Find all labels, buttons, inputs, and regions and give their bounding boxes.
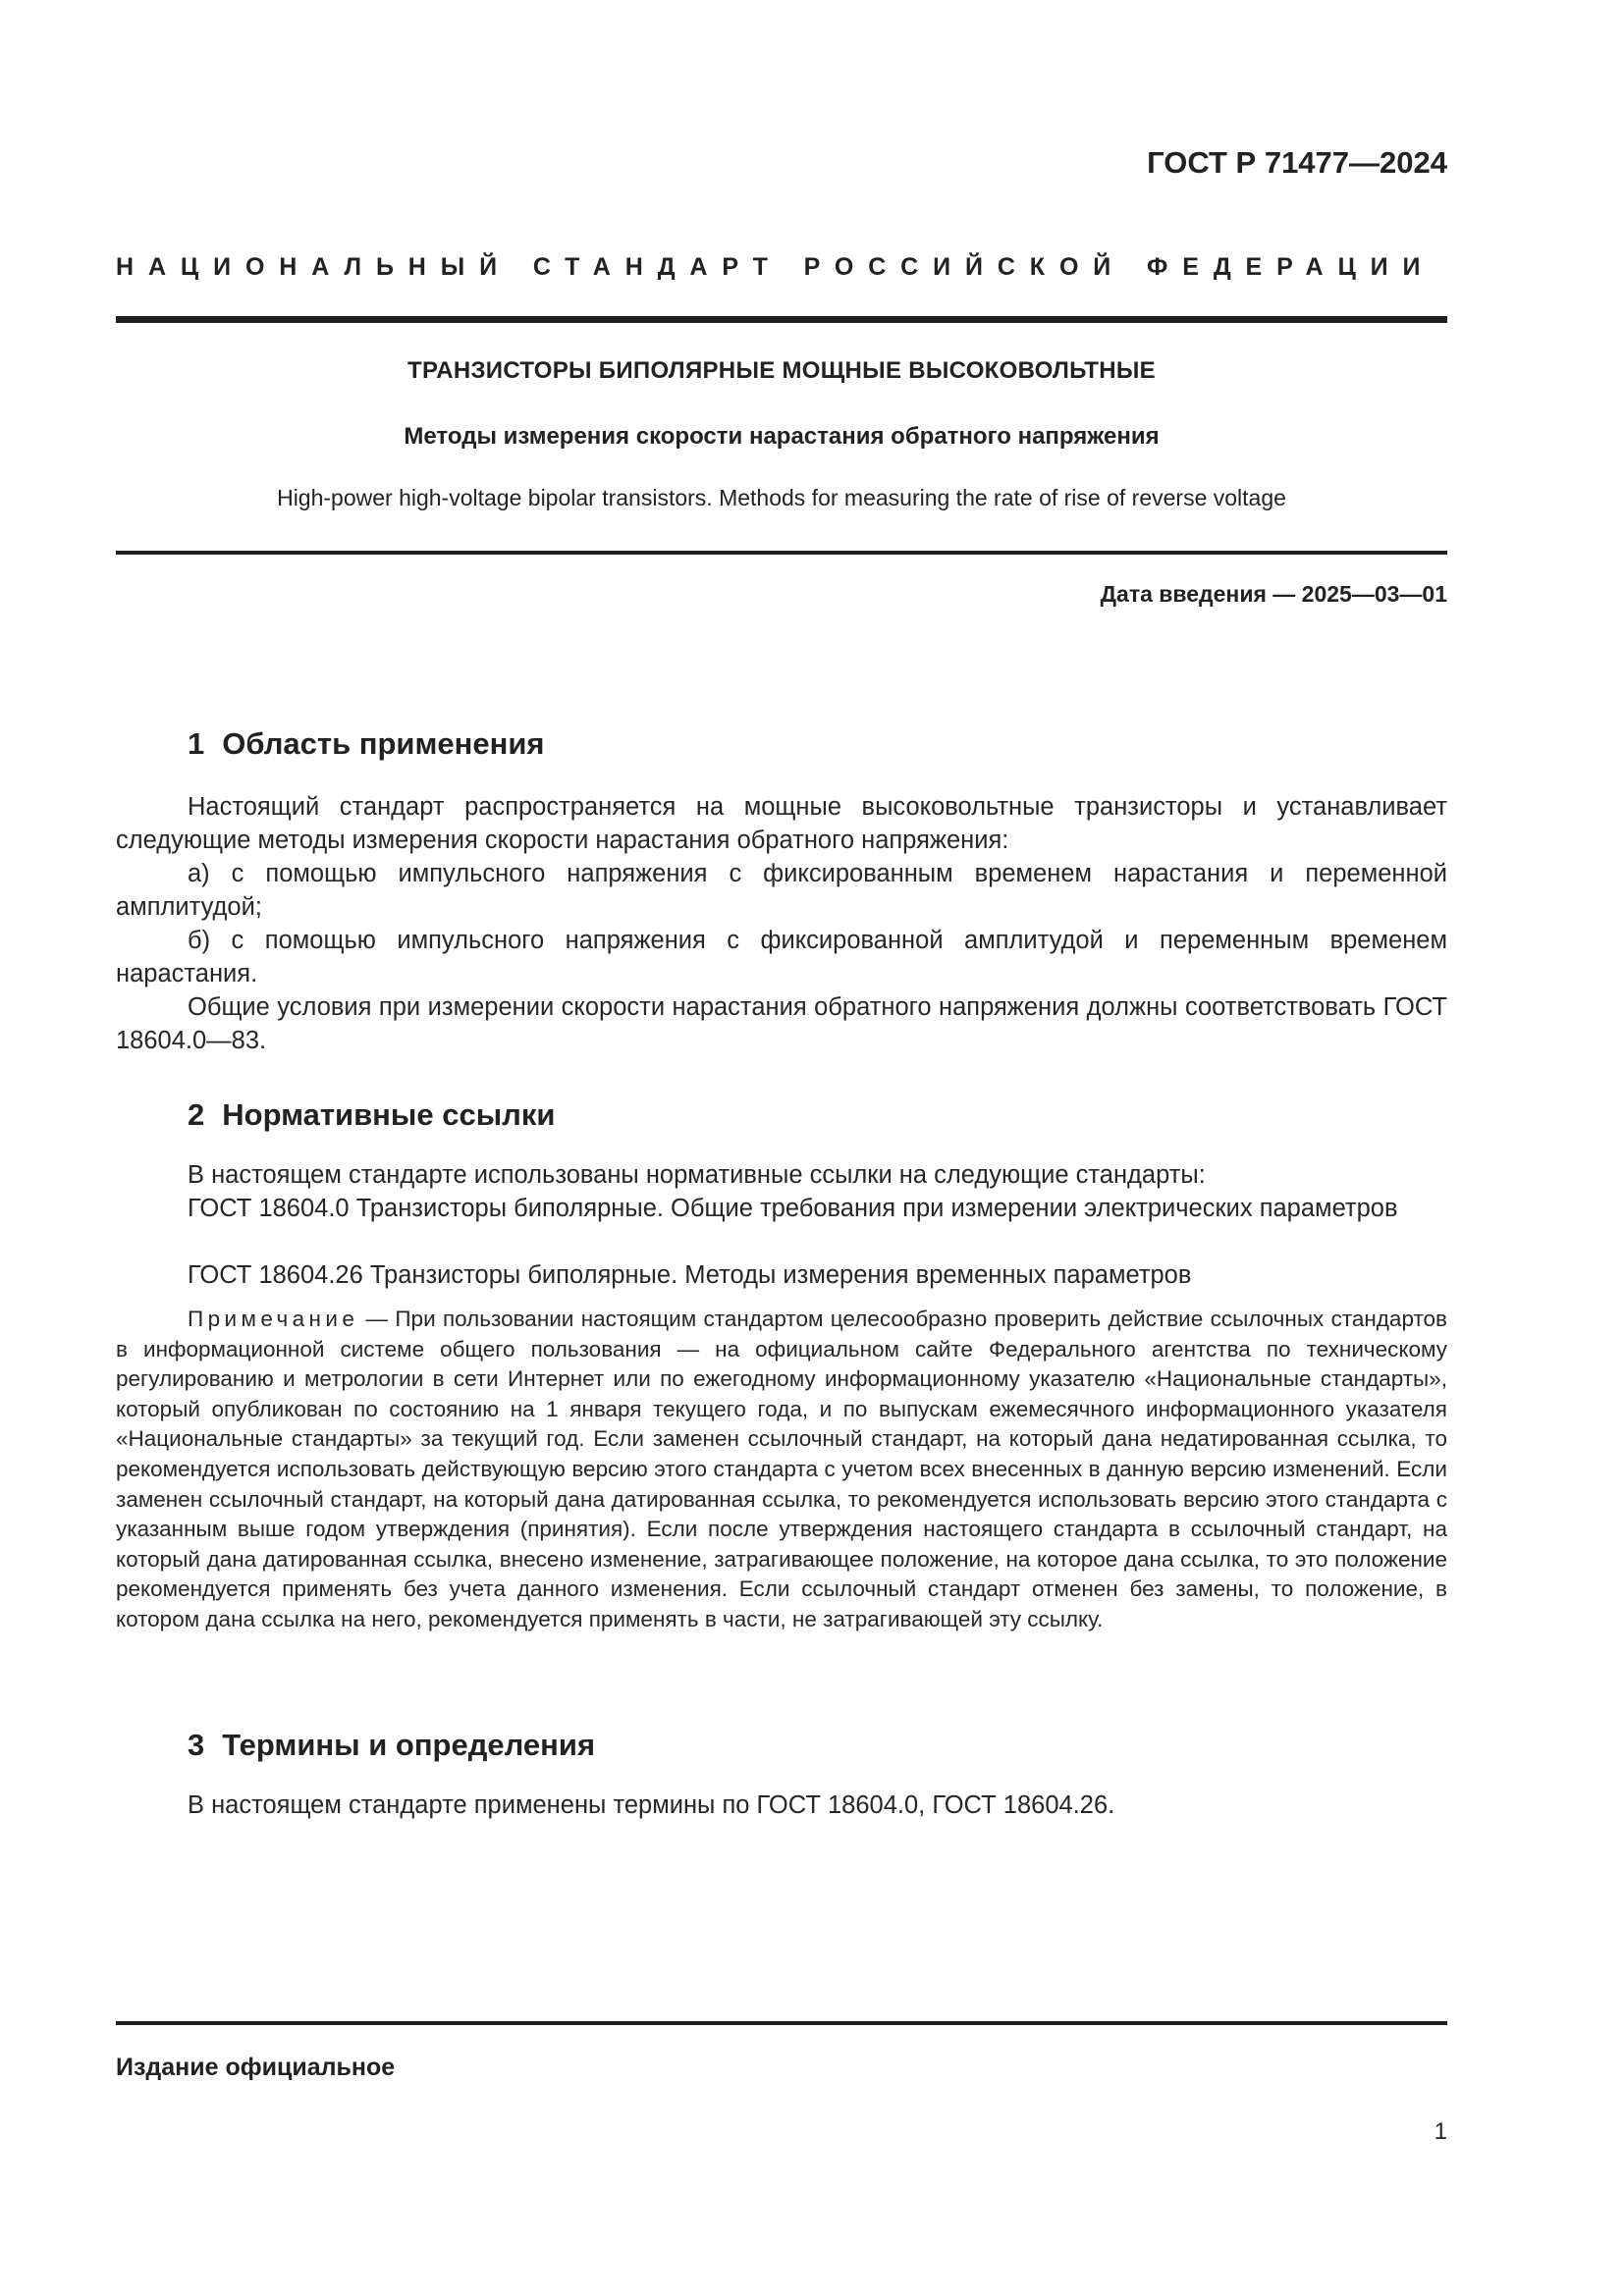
section-2-heading: [188, 1097, 555, 1133]
section-number: 2: [188, 1097, 205, 1132]
paragraph: В настоящем стандарте использованы нормативные ссылки на следующие стандарты:: [188, 1161, 1206, 1189]
section-number: 3: [188, 1728, 205, 1762]
section-title: Нормативные ссылки: [222, 1097, 556, 1132]
english-title: High-power high-voltage bipolar transistors. Methods for measuring the rate of rise of reverse voltage: [277, 485, 1286, 510]
document-code: ГОСТ Р 71477—2024: [1147, 145, 1447, 180]
page-number: 1: [1434, 2118, 1447, 2145]
paragraph: Общие условия при измерении скорости нарастания обратного напряжения должны соответствовать ГОСТ 18604.0—83.: [116, 993, 1447, 1054]
reference-item: ГОСТ 18604.26 Транзисторы биполярные. Методы измерения временных параметров: [188, 1261, 1192, 1289]
document-title: ТРАНЗИСТОРЫ БИПОЛЯРНЫЕ МОЩНЫЕ ВЫСОКОВОЛЬТНЫЕ: [407, 357, 1156, 384]
reference-item: ГОСТ 18604.0 Транзисторы биполярные. Общие требования при измерении электрических параметров: [188, 1195, 1398, 1222]
section-title: Термины и определения: [222, 1728, 596, 1762]
section-1-heading: [188, 726, 545, 762]
header-divider: [116, 316, 1447, 323]
title-divider: [116, 551, 1447, 555]
note-text: — При пользовании настоящим стандартом целесообразно проверить действие ссылочных стандартов в информационной системе общего пользования — на официальном сайте Федерального агентства по техническому регулированию и метрологии в сети Интернет или по ежегодному информационному указателю «Национальные стандарты», который опубликован по состоянию на 1 января текущего года, и по выпускам ежемесячного информационного указателя «Национальные стандарты» за текущий год. Если заменен ссылочный стандарт, на который дана недатированная ссылка, то рекомендуется использовать действующую версию этого стандарта с учетом всех внесенных в данную версию изменений. Если заменен ссылочный стандарт, на который дана датированная ссылка, то рекомендуется использовать версию этого стандарта с указанным выше годом утверждения (принятия). Если после утверждения настоящего стандарта в ссылочный стандарт, на который дана датированная ссылка, внесено изменение, затрагивающее положение, на которое дана ссылка, то это положение рекомендуется применять без учета данного изменения. Если ссылочный стандарт отменен без замены, то положение, в котором дана ссылка на него, рекомендуется применять в части, не затрагивающей эту ссылку.: [116, 1307, 1447, 1631]
introduction-date: Дата введения — 2025—03—01: [1100, 581, 1447, 607]
document-subtitle: Методы измерения скорости нарастания обратного напряжения: [404, 423, 1160, 450]
section-number: 1: [188, 726, 205, 761]
edition-label: Издание официальное: [116, 2054, 396, 2081]
list-item: а) с помощью импульсного напряжения с фиксированным временем нарастания и переменной амплитудой;: [116, 860, 1447, 921]
footer-divider: [116, 2021, 1447, 2025]
list-item: б) с помощью импульсного напряжения с фиксированной амплитудой и переменным временем нарастания.: [116, 927, 1447, 988]
paragraph: В настоящем стандарте применены термины по ГОСТ 18604.0, ГОСТ 18604.26.: [188, 1791, 1115, 1819]
paragraph: Настоящий стандарт распространяется на мощные высоковольтные транзисторы и устанавливает следующие методы измерения скорости нарастания обратного напряжения:: [116, 793, 1447, 854]
national-standard-banner: НАЦИОНАЛЬНЫЙ СТАНДАРТ РОССИЙСКОЙ ФЕДЕРАЦИИ: [116, 253, 1435, 281]
section-3-heading: [188, 1728, 595, 1763]
note: [116, 1305, 1447, 1635]
note-label: Примечание: [188, 1307, 359, 1331]
section-title: Область применения: [222, 726, 545, 761]
